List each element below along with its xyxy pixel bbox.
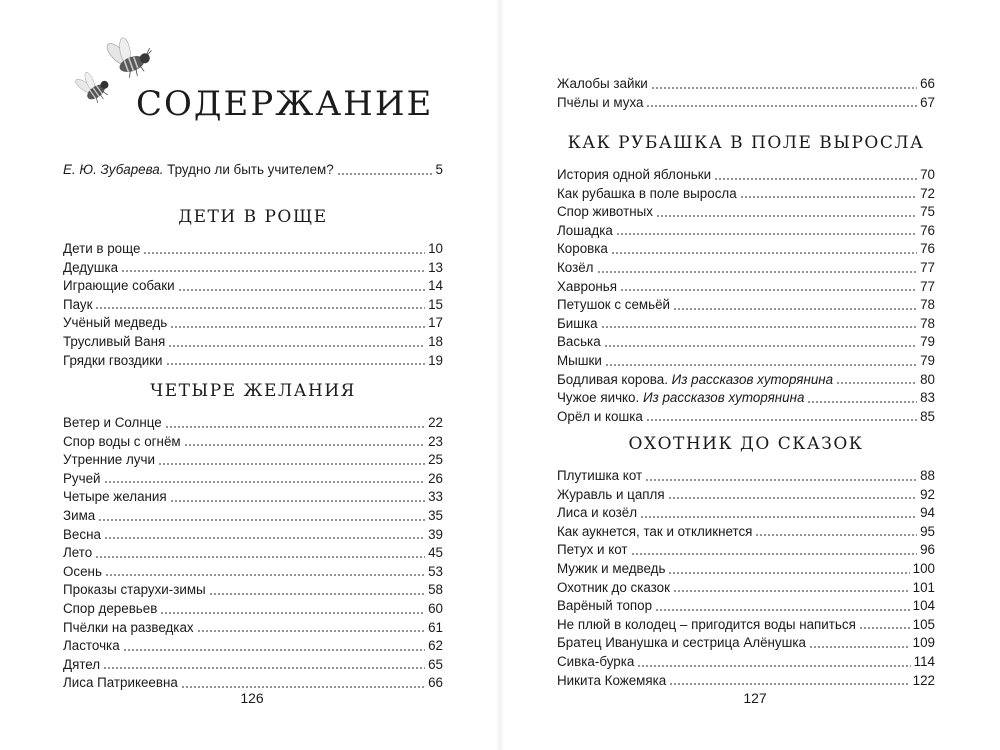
entry-page: 62: [428, 638, 443, 654]
entry-page: 114: [913, 653, 935, 669]
entry-title: Коровка: [557, 241, 608, 257]
entry-page: 72: [920, 185, 935, 201]
toc-entry[interactable]: [63, 352, 443, 371]
entry-title: Охотник до сказок: [557, 579, 670, 595]
entry-page: 79: [920, 334, 935, 350]
entry-title: Четыре желания: [63, 489, 167, 505]
entry-subtitle: Из рассказов хуторянина: [671, 371, 834, 387]
dot-leader: [655, 609, 910, 611]
entry-title: Лето: [63, 545, 93, 561]
dot-leader: [104, 537, 425, 539]
dot-leader: [673, 590, 910, 592]
dot-leader: [158, 463, 425, 465]
page-number-right: 127: [743, 690, 767, 706]
dot-leader: [165, 426, 425, 428]
entry-title: Учёный медведь: [63, 315, 168, 331]
section-chetyre-zhelaniya: [63, 378, 443, 693]
entry-page: 77: [920, 259, 935, 275]
intro-page-number: 5: [435, 162, 443, 177]
entry-page: 66: [920, 76, 935, 91]
dot-leader: [209, 593, 425, 595]
entry-title: Варёный топор: [557, 598, 653, 614]
entry-title: Плутишка кот: [557, 468, 643, 483]
toc-entry[interactable]: [557, 352, 935, 371]
dot-leader: [836, 382, 917, 384]
toc-entry[interactable]: [557, 672, 935, 691]
entry-title: Ветер и Солнце: [63, 415, 162, 430]
entry-title: Хавронья: [557, 278, 618, 294]
entry-title: Как рубашка в поле выросла: [557, 185, 737, 201]
entry-title: Пчёлки на разведках: [63, 619, 194, 635]
entry-title: Журавль и цапля: [557, 486, 665, 502]
toc-entry[interactable]: [63, 619, 443, 638]
dot-leader: [121, 270, 425, 272]
entry-page: 25: [428, 452, 443, 468]
entry-page: 76: [920, 222, 935, 238]
intro-author: Е. Ю. Зубарева.: [63, 162, 164, 177]
dot-leader: [168, 345, 425, 347]
toc-entry-intro[interactable]: [63, 161, 443, 180]
dot-leader: [673, 308, 917, 310]
dot-leader: [197, 630, 426, 632]
toc-entry[interactable]: [557, 333, 935, 352]
dot-leader: [637, 665, 910, 667]
entry-page: 14: [428, 278, 443, 294]
entry-title: Как аукнется, так и откликнется: [557, 523, 753, 539]
toc-entry[interactable]: [557, 541, 935, 560]
entry-title: Играющие собаки: [63, 278, 175, 294]
entry-page: 60: [428, 600, 443, 616]
dot-leader: [170, 326, 425, 328]
toc-entry[interactable]: [557, 75, 935, 94]
right-page: [500, 0, 1000, 750]
section-deti-v-roshche: [63, 204, 443, 370]
dot-leader: [605, 364, 917, 366]
entry-page: 53: [428, 563, 443, 579]
toc-entry[interactable]: [63, 507, 443, 526]
entry-title: Козёл: [557, 259, 594, 275]
entry-title: Лиса Патрикеевна: [63, 675, 178, 691]
dot-leader: [807, 401, 917, 403]
entry-page: 76: [920, 241, 935, 257]
dot-leader: [597, 271, 918, 273]
entry-title: Осень: [63, 563, 102, 579]
entry-page: 77: [920, 278, 935, 294]
entry-page: 22: [428, 415, 443, 430]
entry-title: Спор деревьев: [63, 600, 158, 616]
entry-page: 75: [920, 204, 935, 220]
toc-entry[interactable]: [557, 616, 935, 635]
dot-leader: [160, 612, 425, 614]
entry-title: Дети в роще: [63, 241, 141, 256]
entry-page: 105: [912, 616, 935, 632]
section-heading: ОХОТНИК ДО СКАЗОК: [628, 434, 864, 454]
toc-entry[interactable]: [557, 486, 935, 505]
dot-leader: [611, 252, 917, 254]
toc-entry[interactable]: [557, 467, 935, 486]
toc-entry[interactable]: [557, 560, 935, 579]
toc-list: [557, 166, 935, 426]
dot-leader: [669, 683, 909, 685]
toc-entry[interactable]: [63, 637, 443, 656]
entry-title: Не плюй в колодец – пригодится воды напиться: [557, 616, 856, 632]
entry-page: 96: [920, 542, 935, 558]
dot-leader: [103, 667, 425, 669]
toc-entry[interactable]: [63, 240, 443, 259]
entry-page: 58: [428, 582, 443, 598]
toc-entry[interactable]: [557, 222, 935, 241]
dot-leader: [104, 481, 426, 483]
toc-entry[interactable]: [557, 371, 935, 390]
toc-entry[interactable]: [557, 389, 935, 408]
toc-entry[interactable]: [557, 523, 935, 542]
toc-entry[interactable]: [557, 278, 935, 297]
entry-title: Ручей: [63, 470, 101, 486]
toc-entry[interactable]: [63, 470, 443, 489]
entry-page: 80: [920, 371, 935, 387]
entry-title: Жалобы зайки: [557, 76, 648, 91]
entry-page: 78: [920, 297, 935, 313]
toc-entry[interactable]: [557, 579, 935, 598]
toc-entry[interactable]: [63, 451, 443, 470]
entry-title: Петушок с семьёй: [557, 297, 671, 313]
toc-list-continued: [557, 75, 935, 112]
dot-leader: [620, 289, 917, 291]
dot-leader: [668, 497, 917, 499]
entry-title: Грядки гвоздики: [63, 352, 163, 368]
toc-entry[interactable]: [63, 333, 443, 352]
entry-page: 45: [428, 545, 443, 561]
toc-entry[interactable]: [63, 600, 443, 619]
entry-page: 65: [428, 656, 443, 672]
entry-page: 92: [920, 486, 935, 502]
entry-title: Лиса и козёл: [557, 505, 638, 521]
dot-leader: [98, 519, 425, 521]
dot-leader: [616, 233, 917, 235]
dot-leader: [184, 444, 425, 446]
dot-leader: [646, 419, 917, 421]
dot-leader: [859, 627, 910, 629]
toc-entry[interactable]: [557, 597, 935, 616]
dot-leader: [337, 173, 433, 175]
dot-leader: [631, 553, 918, 555]
toc-entry[interactable]: [63, 314, 443, 333]
section-heading: ЧЕТЫРЕ ЖЕЛАНИЯ: [150, 381, 356, 401]
entry-title: Орёл и кошка: [557, 408, 643, 424]
entry-page: 104: [912, 598, 935, 614]
entry-page: 88: [920, 468, 935, 483]
page-title: СОДЕРЖАНИЕ: [136, 84, 434, 124]
dot-leader: [646, 105, 917, 107]
dot-leader: [170, 500, 425, 502]
page-number-left: 126: [240, 690, 264, 706]
toc-entry[interactable]: [557, 259, 935, 278]
entry-page: 26: [428, 470, 443, 486]
entry-title: Дятел: [63, 656, 101, 672]
toc-entry[interactable]: [557, 408, 935, 427]
entry-page: 19: [428, 352, 443, 368]
entry-page: 95: [920, 523, 935, 539]
toc-entry[interactable]: [63, 656, 443, 675]
entry-title: Чужое яичко.: [557, 390, 643, 406]
entry-page: 23: [428, 433, 443, 449]
toc-entry[interactable]: [557, 653, 935, 672]
entry-title: Спор воды с огнём: [63, 433, 181, 449]
dot-leader: [178, 289, 426, 291]
dot-leader: [95, 307, 425, 309]
entry-page: 15: [428, 296, 443, 312]
entry-page: 33: [428, 489, 443, 505]
entry-title: Бишка: [557, 315, 598, 331]
entry-title: Никита Кожемяка: [557, 672, 667, 688]
entry-page: 61: [428, 619, 443, 635]
entry-page: 101: [912, 579, 935, 595]
section-okhotnik-do-skazok: [557, 431, 935, 690]
entry-page: 79: [920, 352, 935, 368]
toc-entry[interactable]: [557, 240, 935, 259]
entry-title: Пчёлы и муха: [557, 94, 644, 110]
entry-title: Лошадка: [557, 222, 613, 238]
dot-leader: [809, 646, 910, 648]
toc-entry[interactable]: [63, 296, 443, 315]
entry-page: 78: [920, 315, 935, 331]
toc-entry[interactable]: [557, 296, 935, 315]
dot-leader: [740, 196, 917, 198]
dot-leader: [755, 534, 917, 536]
toc-entry[interactable]: [557, 634, 935, 653]
entry-title: Мужик и медведь: [557, 560, 666, 576]
entry-page: 18: [428, 333, 443, 349]
toc-entry[interactable]: [63, 488, 443, 507]
toc-entry[interactable]: [557, 203, 935, 222]
dot-leader: [645, 479, 917, 481]
entry-title: Васька: [557, 334, 601, 350]
toc-entry[interactable]: [63, 414, 443, 433]
dot-leader: [123, 649, 425, 651]
entry-title: Спор животных: [557, 204, 653, 220]
dot-leader: [668, 572, 909, 574]
dot-leader: [181, 686, 425, 688]
section-heading: КАК РУБАШКА В ПОЛЕ ВЫРОСЛА: [567, 133, 925, 153]
entry-page: 39: [428, 526, 443, 542]
intro-title: Трудно ли быть учителем?: [163, 162, 334, 177]
toc-entry[interactable]: [63, 544, 443, 563]
entry-title: Ласточка: [63, 638, 120, 654]
entry-page: 67: [920, 94, 935, 110]
entry-page: 10: [428, 241, 443, 256]
entry-title: Проказы старухи-зимы: [63, 582, 206, 598]
entry-title: Трусливый Ваня: [63, 333, 166, 349]
section-kak-rubashka: [557, 130, 935, 426]
entry-title: Петух и кот: [557, 542, 628, 558]
dot-leader: [714, 178, 917, 180]
entry-page: 85: [920, 408, 935, 424]
toc-entry[interactable]: [557, 166, 935, 185]
entry-page: 17: [428, 315, 443, 331]
entry-title: Братец Иванушка и сестрица Алёнушка: [557, 635, 806, 651]
toc-entry[interactable]: [557, 504, 935, 523]
toc-entry[interactable]: [63, 259, 443, 278]
entry-page: 35: [428, 507, 443, 523]
entry-title: Весна: [63, 526, 101, 542]
entry-page: 83: [920, 390, 935, 406]
toc-entry[interactable]: [63, 581, 443, 600]
entry-page: 94: [920, 505, 935, 521]
toc-entry[interactable]: [557, 185, 935, 204]
dot-leader: [105, 574, 425, 576]
entry-subtitle: Из рассказов хуторянина: [642, 390, 805, 406]
entry-page: 13: [428, 259, 443, 275]
entry-title: Мышки: [557, 352, 602, 368]
section-heading: ДЕТИ В РОЩЕ: [178, 207, 328, 227]
dot-leader: [166, 363, 426, 365]
toc-list: [557, 467, 935, 690]
entry-page: 100: [912, 560, 935, 576]
dot-leader: [95, 556, 425, 558]
entry-title: Зима: [63, 507, 96, 523]
dot-leader: [601, 326, 917, 328]
toc-entry[interactable]: [557, 94, 935, 113]
toc-list: [63, 240, 443, 370]
entry-page: 70: [920, 167, 935, 182]
toc-entry[interactable]: [63, 433, 443, 452]
entry-title: Паук: [63, 296, 93, 312]
toc-list: [63, 414, 443, 693]
dot-leader: [656, 215, 917, 217]
toc-entry[interactable]: [557, 315, 935, 334]
dot-leader: [143, 252, 425, 254]
dot-leader: [604, 345, 917, 347]
entry-title: Бодливая корова.: [557, 371, 672, 387]
entry-page: 109: [912, 635, 935, 651]
entry-title: Утренние лучи: [63, 452, 155, 468]
toc-entry[interactable]: [63, 526, 443, 545]
dot-leader: [640, 516, 917, 518]
toc-entry[interactable]: [63, 277, 443, 296]
entry-page: 66: [428, 675, 443, 691]
dot-leader: [651, 87, 917, 89]
toc-entry[interactable]: [63, 563, 443, 582]
entry-title: Дедушка: [63, 259, 119, 275]
entry-title: История одной яблоньки: [557, 167, 712, 182]
entry-title: Сивка-бурка: [557, 653, 635, 669]
entry-page: 122: [912, 672, 935, 688]
